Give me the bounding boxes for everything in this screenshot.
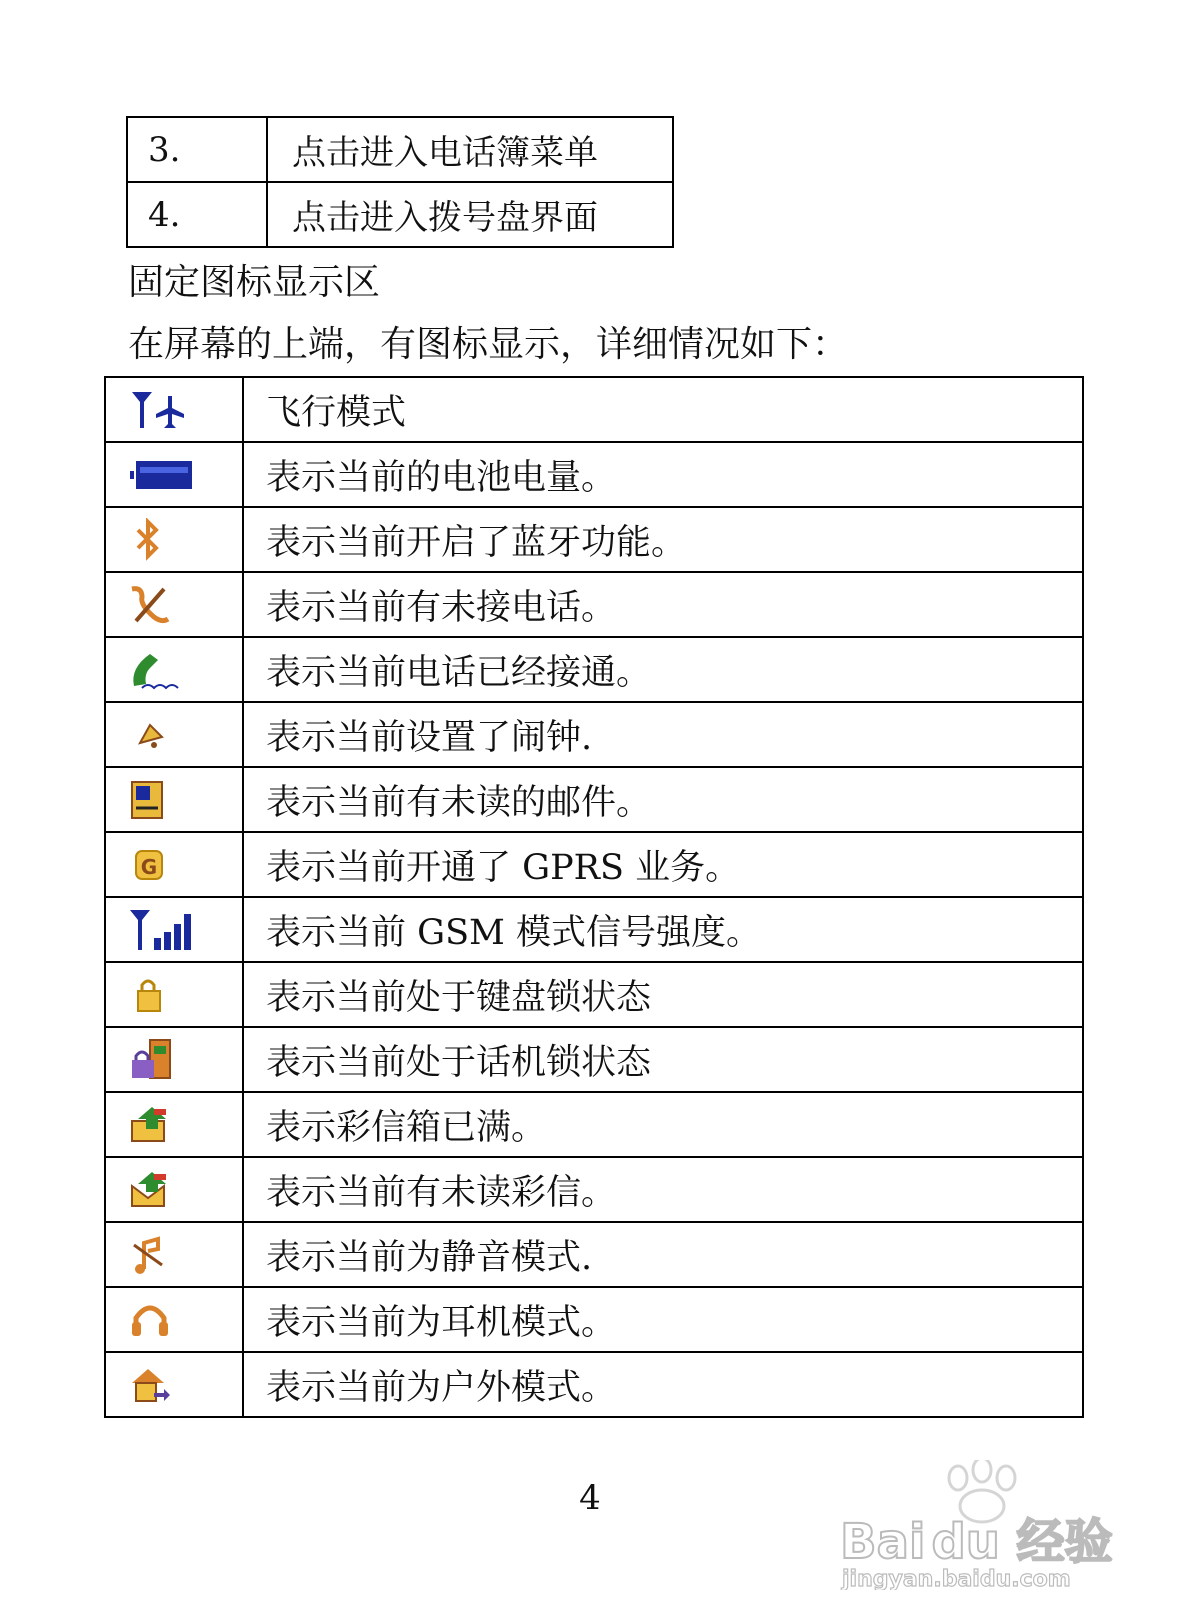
headset-icon	[128, 1298, 196, 1342]
svg-text:Baidu 经验: Bai du 经验	[840, 1514, 1113, 1570]
icon-description: 表示当前为耳机模式。	[243, 1287, 1083, 1352]
icon-description: 表示当前开通了 GPRS 业务。	[243, 832, 1083, 897]
icon-description: 表示当前有未读的邮件。	[243, 767, 1083, 832]
table-row	[105, 1222, 1083, 1287]
icon-description: 表示当前设置了闹钟.	[243, 702, 1083, 767]
icon-description: 表示当前电话已经接通。	[243, 637, 1083, 702]
table-row	[105, 832, 1083, 897]
call-connected-icon	[128, 648, 196, 692]
row-description: 点击进入电话簿菜单	[267, 117, 673, 182]
svg-text:jingyan.baidu.com: jingyan.baidu.com	[842, 1567, 1071, 1590]
unread-email-icon	[128, 778, 196, 822]
table-row	[105, 962, 1083, 1027]
airplane-mode-icon	[128, 388, 196, 432]
intro-paragraph: 在屏幕的上端，有图标显示，详细情况如下：	[128, 324, 849, 365]
gprs-icon	[128, 843, 196, 887]
table-row	[127, 117, 673, 182]
table-row	[105, 572, 1083, 637]
table-row	[127, 182, 673, 247]
silent-mode-icon	[128, 1233, 196, 1277]
table-row	[105, 1157, 1083, 1222]
missed-call-icon	[128, 583, 196, 627]
phone-lock-icon	[128, 1038, 196, 1082]
icon-description: 飞行模式	[243, 377, 1083, 442]
table-row	[105, 507, 1083, 572]
icon-description: 表示当前有未读彩信。	[243, 1157, 1083, 1222]
table-row	[105, 702, 1083, 767]
table-row	[105, 1287, 1083, 1352]
table-row	[105, 1027, 1083, 1092]
mms-full-icon	[128, 1103, 196, 1147]
table-row	[105, 377, 1083, 442]
icon-description: 表示当前开启了蓝牙功能。	[243, 507, 1083, 572]
table-row	[105, 1092, 1083, 1157]
keypad-lock-icon	[128, 973, 196, 1017]
table-row	[105, 442, 1083, 507]
baidu-jingyan-watermark	[840, 1460, 1160, 1590]
icon-description: 表示当前有未接电话。	[243, 572, 1083, 637]
icon-description: 表示当前为静音模式.	[243, 1222, 1083, 1287]
page-number: 4	[579, 1478, 601, 1518]
row-description: 点击进入拨号盘界面	[267, 182, 673, 247]
outdoor-mode-icon	[128, 1363, 196, 1407]
svg-text:G: G	[140, 854, 158, 879]
unread-mms-icon	[128, 1168, 196, 1212]
row-number: 4.	[127, 182, 267, 247]
icon-description: 表示当前为户外模式。	[243, 1352, 1083, 1417]
row-number: 3.	[127, 117, 267, 182]
table-row	[105, 1352, 1083, 1417]
table-row	[105, 637, 1083, 702]
icon-description: 表示当前 GSM 模式信号强度。	[243, 897, 1083, 962]
icon-description: 表示当前的电池电量。	[243, 442, 1083, 507]
top-table	[126, 116, 674, 248]
icon-description: 表示彩信箱已满。	[243, 1092, 1083, 1157]
alarm-icon	[128, 713, 196, 757]
table-row	[105, 897, 1083, 962]
section-heading: 固定图标显示区	[128, 262, 381, 303]
table-row	[105, 767, 1083, 832]
bluetooth-icon	[128, 518, 196, 562]
gsm-signal-icon	[128, 908, 196, 952]
battery-icon	[128, 453, 196, 497]
icon-table	[104, 376, 1084, 1418]
icon-description: 表示当前处于话机锁状态	[243, 1027, 1083, 1092]
icon-description: 表示当前处于键盘锁状态	[243, 962, 1083, 1027]
